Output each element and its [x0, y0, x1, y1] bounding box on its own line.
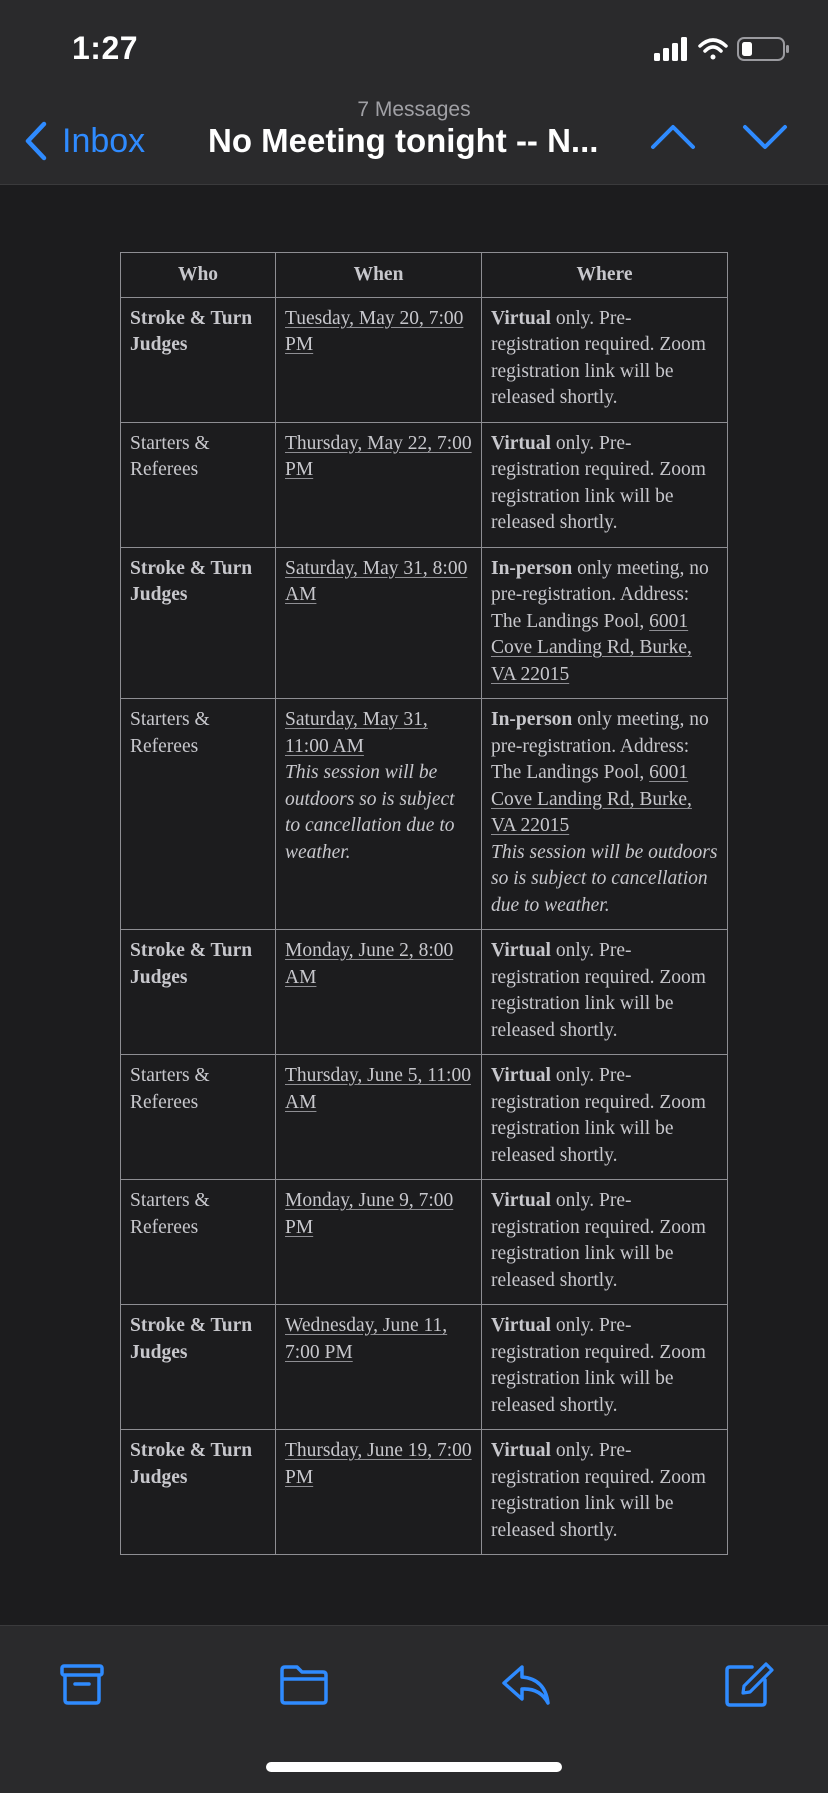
next-message-chevron-down-icon[interactable] — [742, 122, 788, 152]
date-time-link[interactable]: Monday, June 9, 7:00 PM — [285, 1190, 454, 1238]
date-time-link[interactable]: Monday, June 2, 8:00 AM — [285, 940, 454, 988]
date-time-link[interactable]: Thursday, June 19, 7:00 PM — [285, 1440, 472, 1488]
previous-message-chevron-up-icon[interactable] — [650, 122, 696, 152]
address-link[interactable]: 6001 Cove Landing Rd, Burke, VA 22015 — [491, 610, 692, 685]
cell-when — [276, 1430, 482, 1555]
cell-when — [276, 547, 482, 699]
weather-note: This session will be outdoors so is subject to cancellation due to weather. — [491, 841, 718, 916]
meeting-details: only. Pre-registration required. Zoom registration link will be released shortly. — [491, 1440, 706, 1541]
meeting-details: only meeting, no pre-registration. — [491, 709, 709, 757]
cell-where — [482, 1180, 728, 1305]
meeting-type: Virtual — [491, 1315, 551, 1336]
meeting-type: Virtual — [491, 432, 551, 454]
column-header-when: When — [276, 253, 482, 298]
table-row — [121, 1180, 728, 1305]
cell-who: Starters & Referees — [121, 1055, 276, 1180]
cell-who: Stroke & Turn Judges — [121, 1430, 276, 1555]
status-time: 1:27 — [72, 30, 139, 66]
table-row — [121, 547, 728, 699]
column-header-who: Who — [121, 253, 276, 298]
wifi-icon — [700, 40, 726, 60]
cell-where — [482, 699, 728, 930]
cell-where — [482, 1305, 728, 1430]
cellular-signal-icon — [654, 37, 687, 61]
cell-where — [482, 297, 728, 422]
back-to-inbox-button[interactable] — [24, 118, 145, 164]
cell-who: Stroke & Turn Judges — [121, 297, 276, 422]
message-nav-bar — [0, 96, 828, 185]
meeting-type: Virtual — [491, 1440, 551, 1461]
meeting-details: only. Pre-registration required. Zoom registration link will be released shortly. — [491, 1190, 706, 1291]
compose-icon[interactable] — [722, 1658, 774, 1710]
cell-where — [482, 1430, 728, 1555]
message-subject-title: No Meeting tonight -- N... — [208, 122, 599, 159]
date-time-link[interactable]: Saturday, May 31, 8:00 AM — [285, 557, 468, 605]
meeting-details: only. Pre-registration required. Zoom registration link will be released shortly. — [491, 307, 706, 408]
folder-icon[interactable] — [278, 1658, 330, 1710]
cell-who: Stroke & Turn Judges — [121, 547, 276, 699]
cell-where — [482, 930, 728, 1055]
cell-when — [276, 1305, 482, 1430]
table-row — [121, 422, 728, 547]
meeting-type: Virtual — [491, 1065, 551, 1086]
date-time-link[interactable]: Wednesday, June 11, 7:00 PM — [285, 1315, 448, 1363]
cell-when — [276, 699, 482, 930]
chevron-left-icon — [24, 121, 48, 161]
status-icons — [654, 34, 794, 64]
table-header-row — [121, 253, 728, 298]
cell-when — [276, 297, 482, 422]
date-time-link[interactable]: Thursday, May 22, 7:00 PM — [285, 432, 472, 480]
cell-when — [276, 930, 482, 1055]
meeting-type: In-person — [491, 557, 573, 579]
table-row — [121, 1305, 728, 1430]
cell-when — [276, 1180, 482, 1305]
table-row — [121, 1430, 728, 1555]
address-label: Address: The Landings Pool, — [491, 735, 690, 783]
meeting-details: only. Pre-registration required. Zoom registration link will be released shortly. — [491, 1065, 706, 1166]
date-time-link[interactable]: Tuesday, May 20, 7:00 PM — [285, 307, 464, 355]
message-navigation — [650, 122, 788, 152]
status-bar — [0, 0, 828, 96]
address-label: Address: The Landings Pool, — [491, 584, 690, 632]
cell-when — [276, 1055, 482, 1180]
meeting-details: only. Pre-registration required. Zoom registration link will be released shortly. — [491, 940, 706, 1041]
table-row — [121, 930, 728, 1055]
column-header-where: Where — [482, 253, 728, 298]
cell-who: Starters & Referees — [121, 422, 276, 547]
cell-where — [482, 422, 728, 547]
reply-icon[interactable] — [500, 1658, 552, 1710]
cell-who: Stroke & Turn Judges — [121, 1305, 276, 1430]
meeting-type: In-person — [491, 709, 573, 730]
battery-icon — [738, 38, 789, 60]
cell-who: Starters & Referees — [121, 1180, 276, 1305]
table-row — [121, 297, 728, 422]
cell-where — [482, 1055, 728, 1180]
cell-who: Stroke & Turn Judges — [121, 930, 276, 1055]
archive-icon[interactable] — [56, 1658, 108, 1710]
address-link[interactable]: 6001 Cove Landing Rd, Burke, VA 22015 — [491, 762, 692, 836]
cell-who: Starters & Referees — [121, 699, 276, 930]
date-time-link[interactable]: Thursday, June 5, 11:00 AM — [285, 1065, 471, 1113]
meeting-details: only meeting, no pre-registration. — [491, 557, 709, 605]
table-row — [121, 1055, 728, 1180]
meeting-type: Virtual — [491, 307, 551, 329]
meeting-details: only. Pre-registration required. Zoom registration link will be released shortly. — [491, 1315, 706, 1416]
meeting-details: only. Pre-registration required. Zoom registration link will be released shortly. — [491, 432, 706, 533]
meeting-type: Virtual — [491, 1190, 551, 1211]
message-count: 7 Messages — [357, 98, 471, 121]
home-indicator — [266, 1762, 562, 1772]
back-label: Inbox — [62, 121, 146, 160]
cell-when — [276, 422, 482, 547]
weather-note: This session will be outdoors so is subject to cancellation due to weather. — [285, 762, 455, 863]
message-body — [0, 185, 828, 1625]
date-time-link[interactable]: Saturday, May 31, 11:00 AM — [285, 709, 428, 757]
cell-where — [482, 547, 728, 699]
table-row — [121, 699, 728, 930]
meeting-type: Virtual — [491, 940, 551, 961]
meeting-schedule-table — [120, 252, 728, 1555]
